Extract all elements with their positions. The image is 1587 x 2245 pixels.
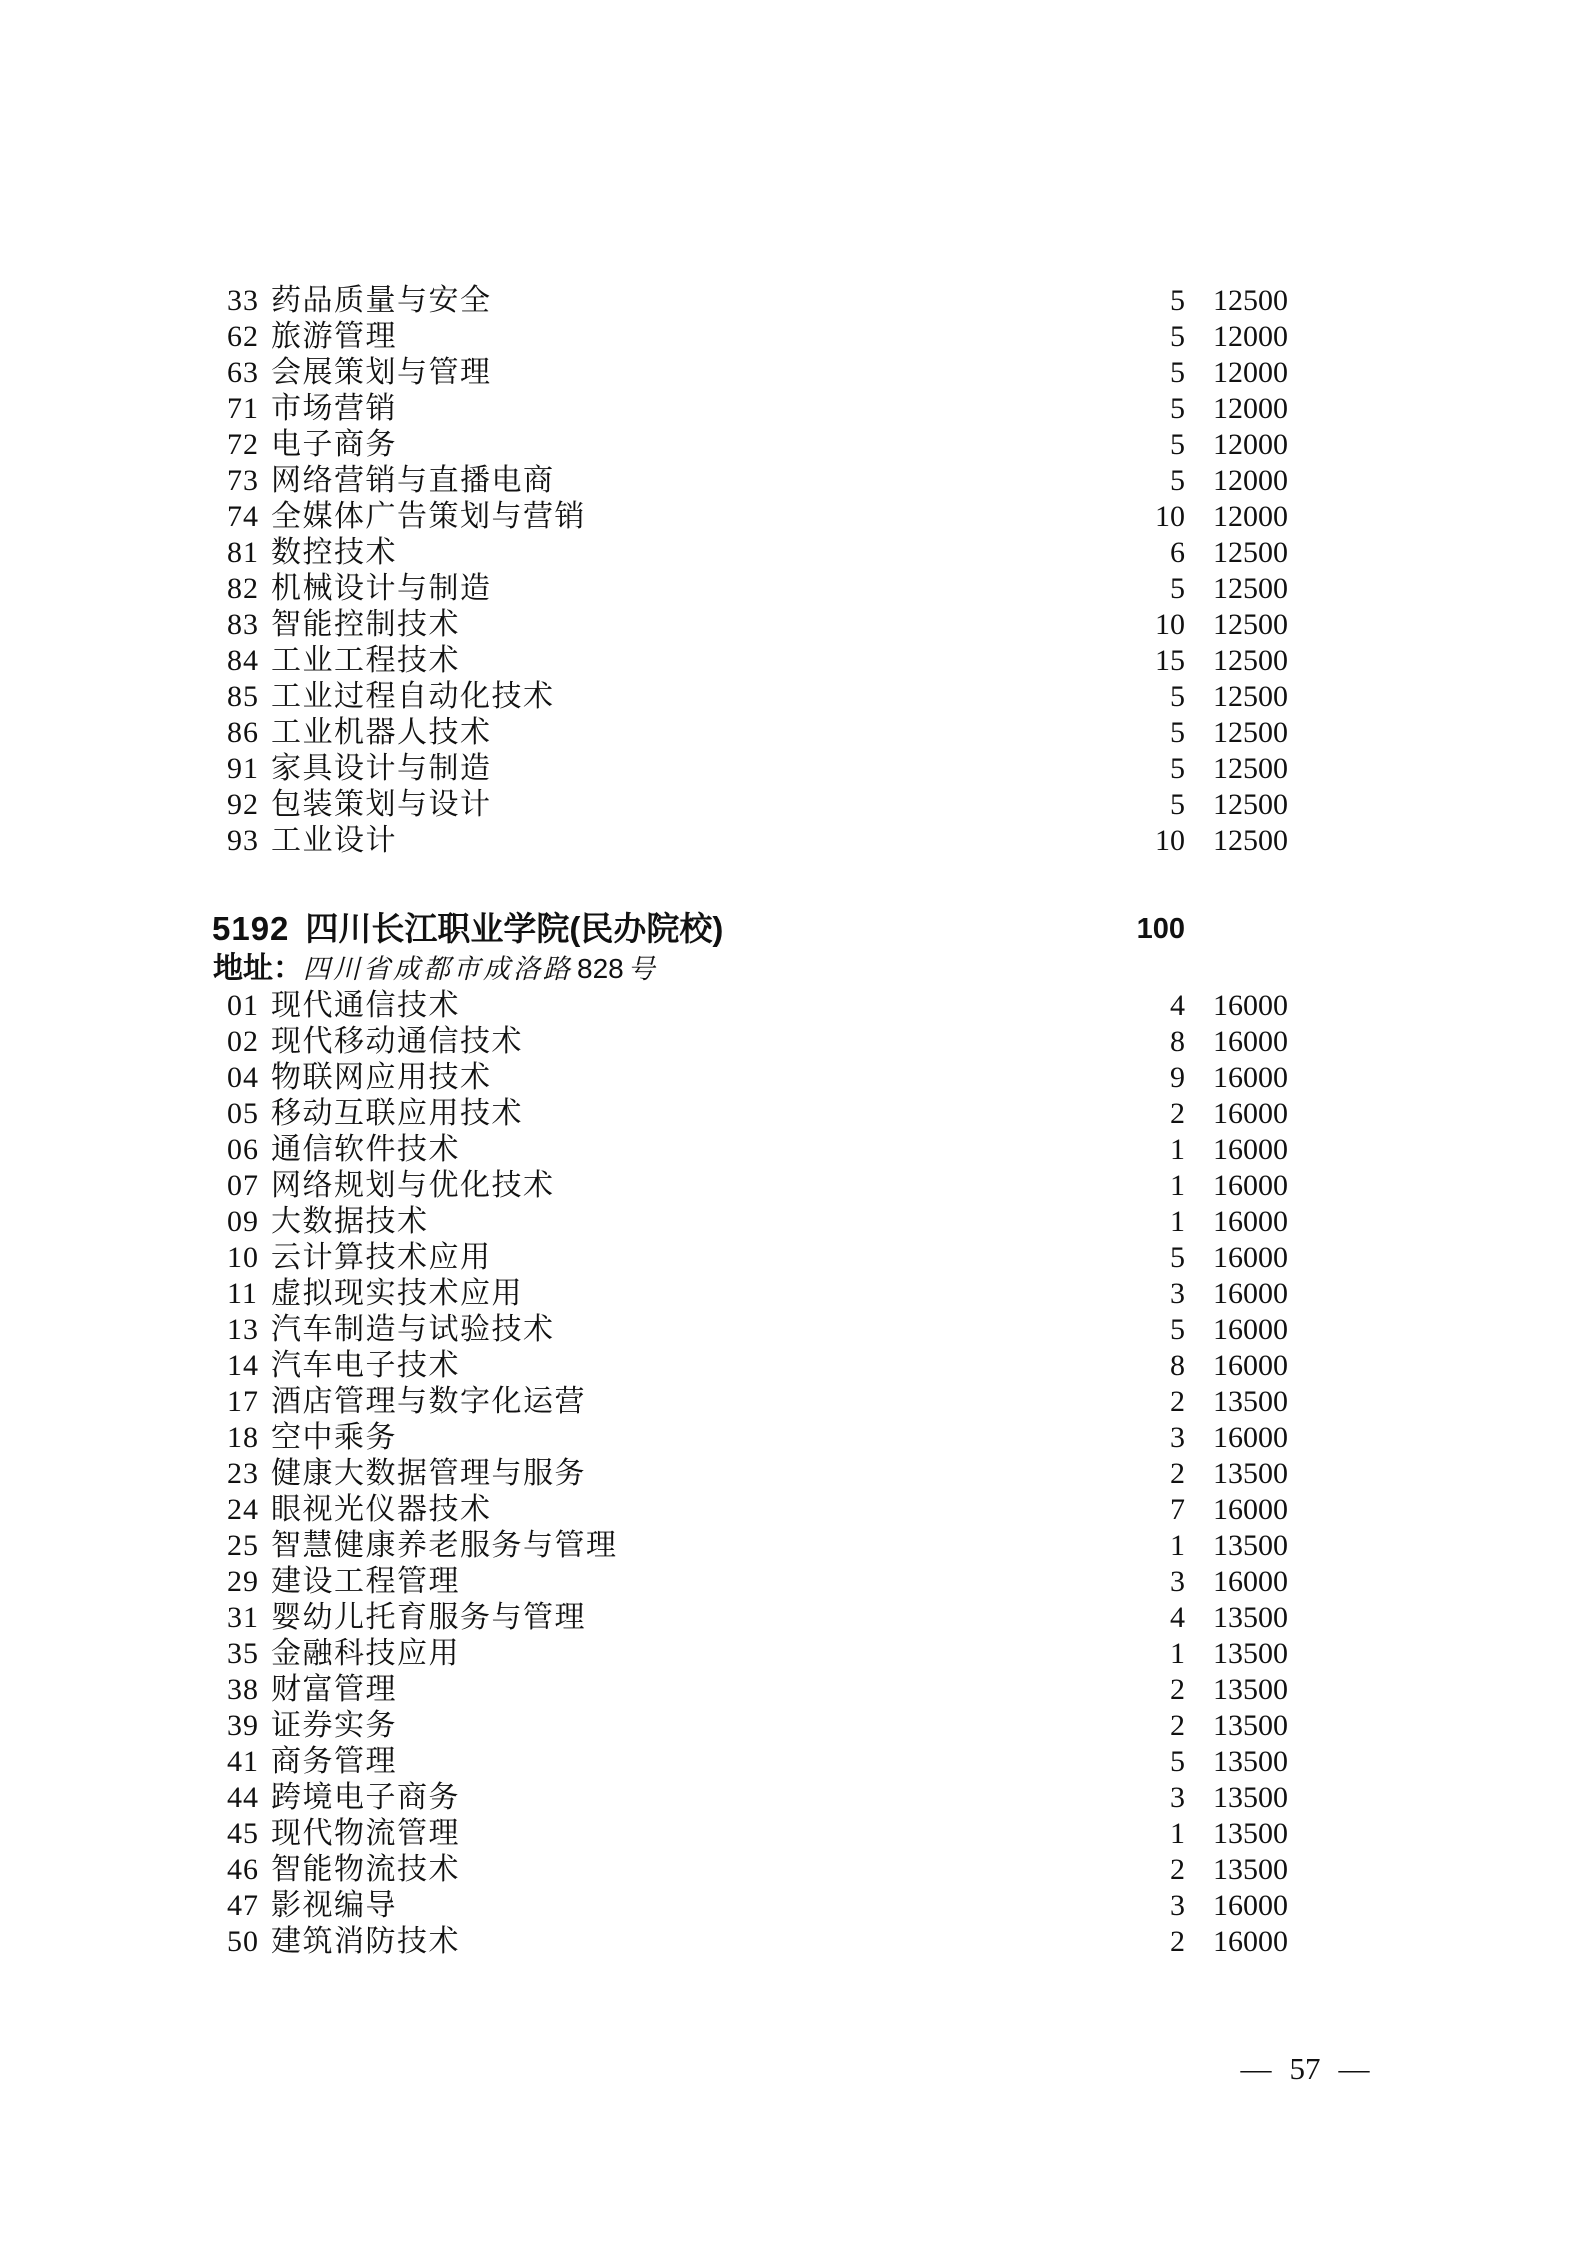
program-quota: 4 xyxy=(1170,989,1185,1022)
program-quota: 1 xyxy=(1170,1169,1185,1202)
program-row xyxy=(0,1096,1587,1132)
program-code: 91 xyxy=(227,752,259,785)
program-row xyxy=(0,355,1587,391)
program-row xyxy=(0,715,1587,751)
program-name: 现代移动通信技术 xyxy=(271,1025,523,1058)
program-name: 现代通信技术 xyxy=(271,989,460,1022)
program-fee: 12500 xyxy=(1213,284,1288,317)
program-code: 84 xyxy=(227,644,259,677)
program-code: 01 xyxy=(227,989,259,1022)
page-number: 57 xyxy=(1289,2051,1321,2086)
program-fee: 12000 xyxy=(1213,392,1288,425)
program-code: 86 xyxy=(227,716,259,749)
program-row xyxy=(0,1672,1587,1708)
program-name: 虚拟现实技术应用 xyxy=(271,1277,523,1310)
program-name: 工业机器人技术 xyxy=(271,716,492,749)
program-code: 63 xyxy=(227,356,259,389)
address-label: 地址： xyxy=(213,952,303,985)
program-name: 包装策划与设计 xyxy=(271,788,492,821)
program-fee: 12000 xyxy=(1213,500,1288,533)
program-quota: 1 xyxy=(1170,1205,1185,1238)
program-fee: 16000 xyxy=(1213,1889,1288,1922)
program-row xyxy=(0,751,1587,787)
program-fee: 16000 xyxy=(1213,1097,1288,1130)
program-row xyxy=(0,1024,1587,1060)
program-row xyxy=(0,1060,1587,1096)
program-fee: 12500 xyxy=(1213,608,1288,641)
program-name: 通信软件技术 xyxy=(271,1133,460,1166)
program-code: 33 xyxy=(227,284,259,317)
program-name: 婴幼儿托育服务与管理 xyxy=(271,1601,586,1634)
program-name: 大数据技术 xyxy=(271,1205,429,1238)
program-fee: 13500 xyxy=(1213,1673,1288,1706)
institution-address-line xyxy=(213,950,658,988)
program-fee: 13500 xyxy=(1213,1385,1288,1418)
program-list-continuation xyxy=(0,283,1587,859)
program-quota: 5 xyxy=(1170,680,1185,713)
program-code: 71 xyxy=(227,392,259,425)
program-name: 移动互联应用技术 xyxy=(271,1097,523,1130)
program-row xyxy=(0,571,1587,607)
program-row xyxy=(0,1600,1587,1636)
program-name: 物联网应用技术 xyxy=(271,1061,492,1094)
program-code: 44 xyxy=(227,1781,259,1814)
program-code: 29 xyxy=(227,1565,259,1598)
program-code: 18 xyxy=(227,1421,259,1454)
program-quota: 3 xyxy=(1170,1565,1185,1598)
program-code: 73 xyxy=(227,464,259,497)
program-code: 47 xyxy=(227,1889,259,1922)
address-text xyxy=(303,954,658,984)
program-name: 现代物流管理 xyxy=(271,1817,460,1850)
program-fee: 16000 xyxy=(1213,989,1288,1022)
program-fee: 16000 xyxy=(1213,1241,1288,1274)
program-code: 11 xyxy=(227,1277,258,1310)
program-quota: 7 xyxy=(1170,1493,1185,1526)
program-fee: 12500 xyxy=(1213,572,1288,605)
program-name: 证券实务 xyxy=(271,1709,397,1742)
program-fee: 13500 xyxy=(1213,1637,1288,1670)
program-row xyxy=(0,1780,1587,1816)
program-name: 网络营销与直播电商 xyxy=(271,464,555,497)
program-quota: 2 xyxy=(1170,1673,1185,1706)
program-fee: 12500 xyxy=(1213,752,1288,785)
program-code: 72 xyxy=(227,428,259,461)
program-code: 35 xyxy=(227,1637,259,1670)
program-row xyxy=(0,1384,1587,1420)
program-name: 建设工程管理 xyxy=(271,1565,460,1598)
program-code: 83 xyxy=(227,608,259,641)
program-code: 09 xyxy=(227,1205,259,1238)
program-row xyxy=(0,283,1587,319)
program-row xyxy=(0,1168,1587,1204)
program-fee: 12000 xyxy=(1213,356,1288,389)
program-fee: 13500 xyxy=(1213,1601,1288,1634)
program-row xyxy=(0,427,1587,463)
footer-right-dash: — xyxy=(1338,2051,1370,2086)
program-code: 07 xyxy=(227,1169,259,1202)
program-fee: 16000 xyxy=(1213,1061,1288,1094)
program-code: 31 xyxy=(227,1601,259,1634)
program-quota: 2 xyxy=(1170,1925,1185,1958)
program-code: 93 xyxy=(227,824,259,857)
program-name: 金融科技应用 xyxy=(271,1637,460,1670)
program-code: 14 xyxy=(227,1349,259,1382)
program-quota: 8 xyxy=(1170,1025,1185,1058)
program-quota: 4 xyxy=(1170,1601,1185,1634)
program-quota: 5 xyxy=(1170,716,1185,749)
program-code: 25 xyxy=(227,1529,259,1562)
program-quota: 9 xyxy=(1170,1061,1185,1094)
program-code: 45 xyxy=(227,1817,259,1850)
program-name: 工业设计 xyxy=(271,824,397,857)
program-fee: 16000 xyxy=(1213,1133,1288,1166)
program-fee: 16000 xyxy=(1213,1925,1288,1958)
program-row xyxy=(0,823,1587,859)
program-quota: 2 xyxy=(1170,1457,1185,1490)
program-row xyxy=(0,463,1587,499)
program-list xyxy=(0,988,1587,1960)
program-name: 工业过程自动化技术 xyxy=(271,680,555,713)
program-name: 市场营销 xyxy=(271,392,397,425)
program-code: 06 xyxy=(227,1133,259,1166)
program-name: 商务管理 xyxy=(271,1745,397,1778)
program-row xyxy=(0,1708,1587,1744)
program-name: 智能控制技术 xyxy=(271,608,460,641)
program-fee: 13500 xyxy=(1213,1853,1288,1886)
program-row xyxy=(0,499,1587,535)
program-quota: 5 xyxy=(1170,356,1185,389)
program-quota: 2 xyxy=(1170,1385,1185,1418)
program-quota: 5 xyxy=(1170,284,1185,317)
program-name: 工业工程技术 xyxy=(271,644,460,677)
institution-code: 5192 xyxy=(212,910,290,947)
address-suffix: 号 xyxy=(627,954,658,984)
program-code: 24 xyxy=(227,1493,259,1526)
program-name: 智慧健康养老服务与管理 xyxy=(271,1529,618,1562)
program-fee: 13500 xyxy=(1213,1457,1288,1490)
program-row xyxy=(0,319,1587,355)
program-name: 电子商务 xyxy=(271,428,397,461)
program-name: 影视编导 xyxy=(271,1889,397,1922)
program-code: 05 xyxy=(227,1097,259,1130)
program-fee: 12500 xyxy=(1213,680,1288,713)
program-quota: 5 xyxy=(1170,788,1185,821)
program-code: 85 xyxy=(227,680,259,713)
program-quota: 10 xyxy=(1155,824,1185,857)
program-row xyxy=(0,391,1587,427)
program-quota: 2 xyxy=(1170,1709,1185,1742)
program-name: 家具设计与制造 xyxy=(271,752,492,785)
program-name: 眼视光仪器技术 xyxy=(271,1493,492,1526)
program-name: 汽车制造与试验技术 xyxy=(271,1313,555,1346)
program-code: 82 xyxy=(227,572,259,605)
program-row xyxy=(0,1744,1587,1780)
institution-total-quota: 100 xyxy=(1136,913,1185,945)
program-quota: 2 xyxy=(1170,1097,1185,1130)
program-code: 50 xyxy=(227,1925,259,1958)
program-row xyxy=(0,1456,1587,1492)
program-name: 健康大数据管理与服务 xyxy=(271,1457,586,1490)
program-fee: 16000 xyxy=(1213,1025,1288,1058)
program-quota: 15 xyxy=(1155,644,1185,677)
program-quota: 1 xyxy=(1170,1529,1185,1562)
program-quota: 5 xyxy=(1170,1745,1185,1778)
program-fee: 16000 xyxy=(1213,1493,1288,1526)
program-fee: 16000 xyxy=(1213,1565,1288,1598)
program-name: 会展策划与管理 xyxy=(271,356,492,389)
program-code: 46 xyxy=(227,1853,259,1886)
program-code: 02 xyxy=(227,1025,259,1058)
program-quota: 5 xyxy=(1170,392,1185,425)
program-name: 建筑消防技术 xyxy=(271,1925,460,1958)
address-number: 828 xyxy=(577,953,624,984)
program-row xyxy=(0,1492,1587,1528)
program-fee: 16000 xyxy=(1213,1349,1288,1382)
program-quota: 5 xyxy=(1170,752,1185,785)
program-name: 机械设计与制造 xyxy=(271,572,492,605)
program-fee: 16000 xyxy=(1213,1277,1288,1310)
program-fee: 13500 xyxy=(1213,1781,1288,1814)
program-code: 62 xyxy=(227,320,259,353)
program-name: 数控技术 xyxy=(271,536,397,569)
program-quota: 5 xyxy=(1170,1313,1185,1346)
program-fee: 12500 xyxy=(1213,716,1288,749)
program-quota: 2 xyxy=(1170,1853,1185,1886)
program-name: 酒店管理与数字化运营 xyxy=(271,1385,586,1418)
program-row xyxy=(0,1240,1587,1276)
program-fee: 12500 xyxy=(1213,824,1288,857)
program-quota: 10 xyxy=(1155,500,1185,533)
program-quota: 1 xyxy=(1170,1637,1185,1670)
program-row xyxy=(0,1132,1587,1168)
program-code: 81 xyxy=(227,536,259,569)
program-row xyxy=(0,1816,1587,1852)
program-code: 13 xyxy=(227,1313,259,1346)
program-name: 财富管理 xyxy=(271,1673,397,1706)
program-quota: 8 xyxy=(1170,1349,1185,1382)
program-row xyxy=(0,643,1587,679)
program-quota: 10 xyxy=(1155,608,1185,641)
program-name: 全媒体广告策划与营销 xyxy=(271,500,586,533)
program-row xyxy=(0,1276,1587,1312)
program-name: 药品质量与安全 xyxy=(271,284,492,317)
program-row xyxy=(0,1924,1587,1960)
program-code: 74 xyxy=(227,500,259,533)
program-code: 10 xyxy=(227,1241,259,1274)
program-code: 38 xyxy=(227,1673,259,1706)
program-row xyxy=(0,787,1587,823)
program-quota: 5 xyxy=(1170,464,1185,497)
institution-header xyxy=(212,908,1185,950)
program-quota: 1 xyxy=(1170,1817,1185,1850)
program-quota: 5 xyxy=(1170,320,1185,353)
program-row xyxy=(0,535,1587,571)
program-quota: 3 xyxy=(1170,1421,1185,1454)
program-quota: 3 xyxy=(1170,1277,1185,1310)
program-fee: 13500 xyxy=(1213,1529,1288,1562)
program-quota: 3 xyxy=(1170,1781,1185,1814)
program-row xyxy=(0,607,1587,643)
program-row xyxy=(0,1312,1587,1348)
program-fee: 12500 xyxy=(1213,788,1288,821)
program-name: 网络规划与优化技术 xyxy=(271,1169,555,1202)
footer-left-dash: — xyxy=(1240,2051,1272,2086)
program-fee: 16000 xyxy=(1213,1205,1288,1238)
program-name: 汽车电子技术 xyxy=(271,1349,460,1382)
program-quota: 6 xyxy=(1170,536,1185,569)
program-row xyxy=(0,1204,1587,1240)
address-prefix: 四川省成都市成洛路 xyxy=(303,954,573,984)
program-fee: 12000 xyxy=(1213,464,1288,497)
program-fee: 13500 xyxy=(1213,1745,1288,1778)
program-fee: 13500 xyxy=(1213,1817,1288,1850)
program-quota: 5 xyxy=(1170,428,1185,461)
page-footer xyxy=(1195,2050,1415,2088)
program-quota: 5 xyxy=(1170,1241,1185,1274)
program-name: 跨境电子商务 xyxy=(271,1781,460,1814)
program-quota: 1 xyxy=(1170,1133,1185,1166)
institution-name: 四川长江职业学院(民办院校) xyxy=(305,910,724,947)
program-name: 旅游管理 xyxy=(271,320,397,353)
program-row xyxy=(0,988,1587,1024)
program-name: 空中乘务 xyxy=(271,1421,397,1454)
program-fee: 12000 xyxy=(1213,320,1288,353)
program-row xyxy=(0,679,1587,715)
program-name: 云计算技术应用 xyxy=(271,1241,492,1274)
program-row xyxy=(0,1420,1587,1456)
program-row xyxy=(0,1636,1587,1672)
program-fee: 13500 xyxy=(1213,1709,1288,1742)
program-row xyxy=(0,1888,1587,1924)
program-code: 17 xyxy=(227,1385,259,1418)
program-fee: 12000 xyxy=(1213,428,1288,461)
program-fee: 12500 xyxy=(1213,536,1288,569)
program-code: 39 xyxy=(227,1709,259,1742)
program-fee: 16000 xyxy=(1213,1169,1288,1202)
program-row xyxy=(0,1348,1587,1384)
program-row xyxy=(0,1528,1587,1564)
program-code: 41 xyxy=(227,1745,259,1778)
program-fee: 12500 xyxy=(1213,644,1288,677)
program-row xyxy=(0,1564,1587,1600)
program-name: 智能物流技术 xyxy=(271,1853,460,1886)
program-row xyxy=(0,1852,1587,1888)
program-code: 92 xyxy=(227,788,259,821)
program-fee: 16000 xyxy=(1213,1313,1288,1346)
program-fee: 16000 xyxy=(1213,1421,1288,1454)
program-quota: 3 xyxy=(1170,1889,1185,1922)
program-code: 04 xyxy=(227,1061,259,1094)
program-code: 23 xyxy=(227,1457,259,1490)
program-quota: 5 xyxy=(1170,572,1185,605)
